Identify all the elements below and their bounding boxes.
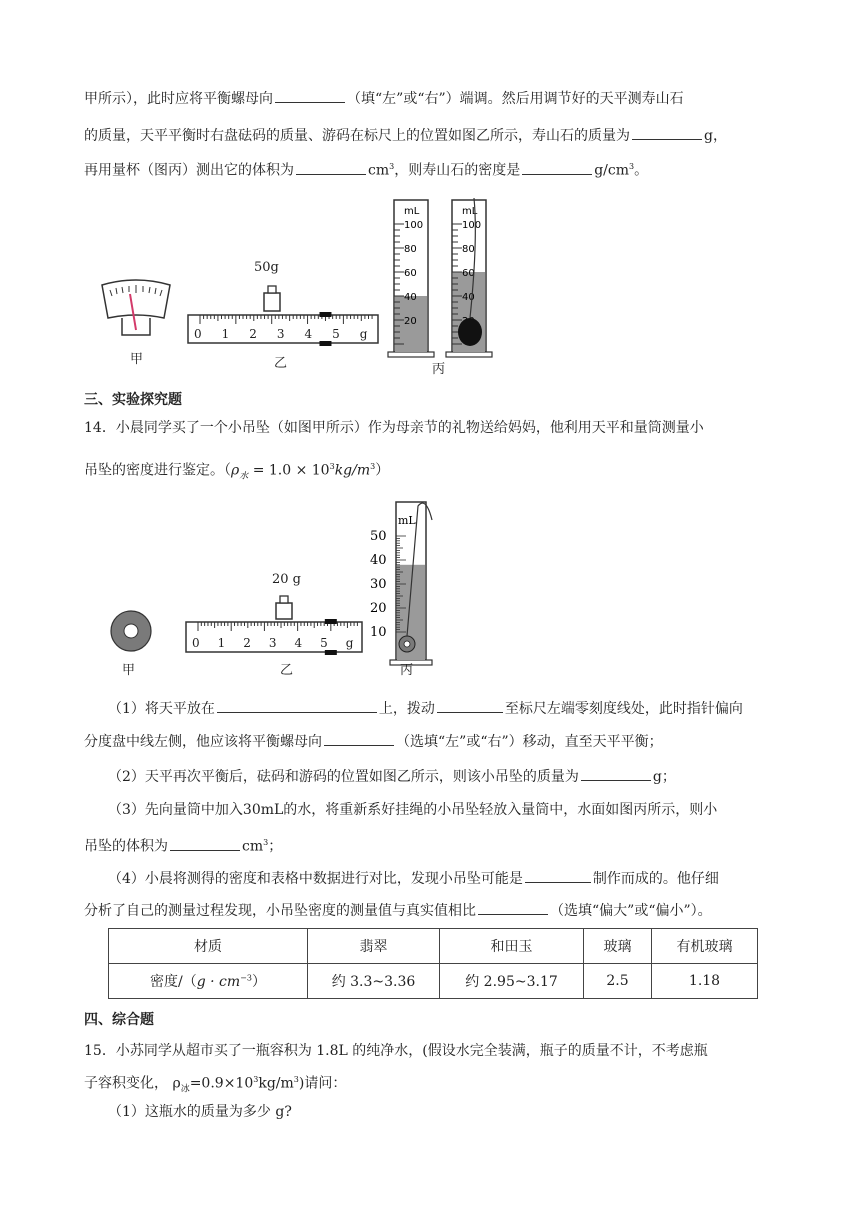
intro-line-3: 再用量杯（图丙）测出它的体积为 $cm^3$，则寿山石的密度是 $g/cm^3$。 [84,157,784,181]
graduated-cylinders-icon [388,198,492,357]
q14-part-4: （4）小晨将测得的密度和表格中数据进行对比，发现小吊坠可能是 制作而成的。他仔细 [108,868,808,889]
table-header: 翡翠 [308,929,440,964]
rider-bottom [319,341,331,346]
table-cell: 约 2.95~3.17 [440,964,584,999]
scale-numbers: 012345g [194,327,388,341]
table-row-label: 密度$/(g \cdot cm^{-3})$ [109,964,308,999]
cylinder-tick-label: 20 [370,601,387,616]
weight-icon [276,596,292,619]
q14-part-3: （3）先向量筒中加入30mL的水，将重新系好挂绳的小吊坠轻放入量筒中，水面如图丙所示，则小 [108,802,718,818]
q14-part-2: （2）天平再次平衡后，砝码和游码的位置如图乙所示，则该小吊坠的质量为 g； [108,766,808,787]
figure-1 [96,190,516,380]
cylinder-tick-label: 10 [370,625,387,640]
label-jia: 甲 [122,663,136,678]
figure-1-drawing [96,190,516,380]
cylinder-unit: mL [404,206,420,217]
answer-blank[interactable] [170,836,240,851]
section-4-title: 四、综合题 [84,1012,154,1028]
cylinder-unit: mL [398,514,416,527]
stone [458,318,482,346]
pendant-hole [404,641,410,647]
q14-part-3-line-2: 吊坠的体积为 $cm^3$； [84,833,784,857]
cylinder-tick-label: 80 [462,244,475,255]
cylinder-tick-label: 40 [462,292,475,303]
cylinder-base [388,352,434,357]
scale-numbers: 012345g [192,636,372,650]
table-cell: 约 3.3~3.36 [308,964,440,999]
label-yi: 乙 [280,663,294,678]
table-row [109,929,758,964]
table-row [109,964,758,999]
cylinder-tick-label: 60 [462,268,475,279]
answer-blank[interactable] [522,160,592,175]
table-header: 和田玉 [440,929,584,964]
q15-part-1: （1）这瓶水的质量为多少 g? [108,1104,292,1120]
cylinder-tick-label: 50 [370,529,387,544]
rider-top [325,619,337,624]
label-jia: 甲 [130,352,144,367]
label-bing: 丙 [400,663,414,678]
q14-line-2: 吊坠的密度进行鉴定。$(\rho_水 = 1.0 \times 10^3kg/m^3)$ [84,462,390,482]
cylinder-tick-label: 40 [370,553,387,568]
cylinder-tick-label: 80 [404,244,417,255]
weight-icon [264,286,280,311]
cylinder-base [446,352,492,357]
cylinder-tick-label: 30 [370,577,387,592]
cylinder-tick-label: 40 [404,292,417,303]
intro-line-1: 甲所示），此时应将平衡螺母向 （填“左”或“右”）端调。然后用调节好的天平测寿山石 [84,88,784,109]
answer-blank[interactable] [632,125,702,140]
answer-blank[interactable] [478,900,548,915]
answer-blank[interactable] [275,88,345,103]
graduated-cylinder-icon [370,502,432,665]
table-header: 材质 [109,929,308,964]
cylinder-tick-label: 100 [404,220,424,231]
section-3-title: 三、实验探究题 [84,392,182,408]
figure-2-drawing [104,494,524,684]
answer-blank[interactable] [525,868,591,883]
q14-part-1-line-2: 分度盘中线左侧，他应该将平衡螺母向 （选填“左”或“右”）移动，直至天平平衡； [84,731,784,752]
cylinder-tick-label: 100 [462,220,482,231]
answer-blank[interactable] [296,160,366,175]
answer-blank[interactable] [324,731,394,746]
cylinder-tick-label: 20 [404,316,417,327]
cylinder-unit: mL [462,206,478,217]
answer-blank[interactable] [437,698,503,713]
table-cell: 2.5 [584,964,652,999]
density-table [108,928,758,999]
cylinder-tick-label: 60 [404,268,417,279]
table-header: 玻璃 [584,929,652,964]
label-yi: 乙 [274,356,288,371]
rider-bottom [325,650,337,655]
intro-line-2: 的质量，天平平衡时右盘砝码的质量、游码在标尺上的位置如图乙所示，寿山石的质量为 g， [84,125,784,146]
answer-blank[interactable] [217,698,377,713]
q14-part-1: （1）将天平放在 上，拨动 至标尺左端零刻度线处，此时指针偏向 [108,698,808,719]
rider-top [319,312,331,317]
q15-line-2: 子容积变化， $\rho_冰=0.9\times 10^3kg/m^3$)请问： [84,1075,347,1095]
q14-part-4-line-2: 分析了自己的测量过程发现，小吊坠密度的测量值与真实值相比 （选填“偏大”或“偏小”）。 [84,900,784,921]
answer-blank[interactable] [581,766,651,781]
q14-line-1: 14．小晨同学买了一个小吊坠（如图甲所示）作为母亲节的礼物送给妈妈，他利用天平和量筒测量小 [84,420,704,436]
q15-line-1: 15．小苏同学从超市买了一瓶容积为 1.8L 的纯净水，(假设水完全装满，瓶子的质量不计，不考虑瓶 [84,1043,708,1059]
figure-2 [104,494,524,684]
label-bing: 丙 [432,362,446,377]
pendant-icon [111,611,151,651]
table-header: 有机玻璃 [652,929,758,964]
weight-label: 20 g [272,572,301,587]
weight-label: 50g [254,260,279,275]
balance-dial-icon [102,280,170,335]
table-cell: 1.18 [652,964,758,999]
